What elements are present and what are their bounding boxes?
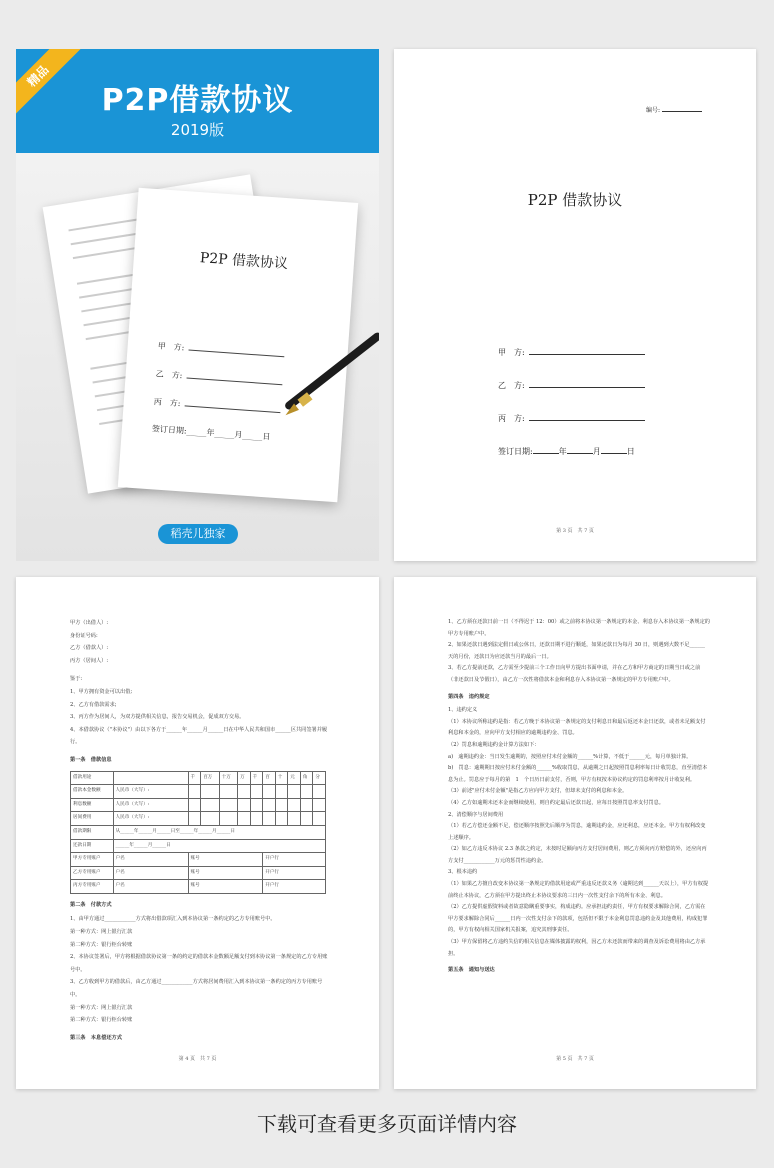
page-number: 第 5 页 共 7 页 xyxy=(556,1056,594,1062)
clause-line: 第一种方式：网上银行汇款 xyxy=(70,1004,133,1011)
clause-line: 3、根本违约 xyxy=(448,869,478,876)
table-row: 甲方专用账户 户名 账号 开户行 xyxy=(71,853,326,867)
point: 1、甲方拥有资金可以出借; xyxy=(70,688,133,695)
cover-year: 2019版 xyxy=(170,121,225,139)
front-paper-illustration xyxy=(118,188,358,503)
sign-date-row: 签订日期: 年 月 日 xyxy=(498,447,635,456)
clause-line: （4）乙方如逾期未还本金而继续使用，则自约定最后还款日起，应每日按照罚息率支付罚息。 xyxy=(448,799,664,806)
clause-line: （2）罚息和逾期违约金计算方法如下： xyxy=(448,741,540,748)
paper-title: P2P 借款协议 xyxy=(199,250,289,273)
clause-line: 2、如果还款日遇到法定假日或公休日，还款日期不进行顺延，如果还款日为每月 30 日，则遇到大数不足______天的月份，还款日为应还款当月的最后一日。 xyxy=(448,642,706,660)
clause-line: （3）前述"应付未付金额"是指乙方应向甲方支付，但却未支付的利息和本金。 xyxy=(448,788,628,795)
clause-line: 3、若乙方提前还款，乙方需至少提前三个工作日向甲方提出书面申请，并在乙方和甲方商定的日期当日或之前（非还款日及节假日），由乙方一次性将借款本金和利息存入本协议第一条规定的甲方专用账户中。 xyxy=(448,665,701,683)
clause-line: （1）若乙方偿还金额不足，偿还顺序按照先后顺序为罚息，逾期违约金，应还利息，应还本金。甲方有权利改变上述顺序。 xyxy=(448,823,706,841)
clause-line: b) 罚息：逾期期日按应付未付金额的______%收取罚息，从逾期之日起按照罚息利率每日计收罚息，直至清偿本息为止。罚息应于每月的第 1 个日历日前支付，否则，甲方有权按本协议约定的罚息利率按月计收复利。 xyxy=(448,765,708,783)
section-heading: 第一条 借款信息 xyxy=(70,756,112,763)
clause-line: 3、乙方收到甲方的借款后，由乙方通过____________方式将居间费用汇入到本协议第一条约定的丙方专用账号中。 xyxy=(70,979,323,999)
page-number: 第 4 页 共 7 页 xyxy=(178,1056,217,1062)
point: 4、本借款协议（"本协议"）由以下各方于______年______月______日在中华人民共和国市______区共同签署并履行。 xyxy=(70,726,328,746)
page-loan-info xyxy=(16,577,379,1089)
table-row: 居间费用 人民币（大写）: xyxy=(71,812,326,826)
clause-line: （1）如果乙方擅自改变本协议第一条规定的借款用途或严重违反还款义务（逾期达到______天以上），甲方有权提前终止本协议，乙方须在甲方提出终止本协议要求的三日内一次性支付余下的所有本金、利息。 xyxy=(448,881,709,899)
clause-line: （2）乙方提供虚假资料或者故意隐瞒重要事实，构成违约。应承担违约责任，甲方有权要求解除合同，乙方需在甲方要求解除合同后______日内一次性支付余下的款项，包括但不限于本金利息罚息违约金及其他费用，构成犯罪的，甲方有权向相关国家机关报案，追究其刑事责任。 xyxy=(448,904,708,934)
page-agreement-title xyxy=(394,49,756,561)
party-a-row: 甲 方: xyxy=(498,347,645,358)
doc-number: 编号: xyxy=(646,105,702,114)
paper-row-a: 甲 方: xyxy=(157,339,284,360)
party-c-row: 丙 方: xyxy=(498,413,645,424)
paper-row-c: 丙 方: xyxy=(153,395,280,416)
clause-line: 1、乙方须在还款日前一日（不得迟于 12：00）或之前将本协议第一条规定的本金、利息存入本协议第一条规定的甲方专用账户中。 xyxy=(448,619,710,637)
point: 3、丙方作为居间人，为双方提供相关信息，报告交易机会，促成双方交易。 xyxy=(70,714,245,721)
clause-line: 2、清偿顺序与居间费用 xyxy=(448,811,504,818)
table-row: 借款用途 千 百万 十万 万 千 百 十 元 角 分 xyxy=(71,771,326,785)
premium-ribbon: 精品 xyxy=(16,49,88,126)
clause-line: （3）甲方保留将乙方违约失信的相关信息在媒体披露的权利，因乙方未还款而带来的调查及诉讼费用将由乙方承担。 xyxy=(448,939,706,957)
table-row: 乙方专用账户 户名 账号 开户行 xyxy=(71,866,326,880)
clause-line: （2）如乙方违反本协议 2.3 条款之约定，未按时足额向丙方支付居间费用，则乙方须向丙方赔偿的外，还应向丙方支付____________万元的惩罚性违约金。 xyxy=(448,846,707,864)
table-row: 丙方专用账户 户名 账号 开户行 xyxy=(71,880,326,894)
point: 2、乙方有借款需求; xyxy=(70,701,117,708)
intro: 鉴于: xyxy=(70,676,83,683)
page4-body xyxy=(70,617,332,1046)
line-id: 身份证号码: xyxy=(70,632,98,639)
table-row: 利息数额 人民币（大写）: xyxy=(71,798,326,812)
section-heading: 第四条 违约规定 xyxy=(448,693,490,700)
clause-line: 1、由甲方通过____________方式将出借款项汇入到本协议第一条约定的乙方专用账号中。 xyxy=(70,916,276,923)
exclusive-badge[interactable]: 稻壳儿独家 xyxy=(158,524,238,544)
clause-line: 1、违约定义 xyxy=(448,707,478,714)
line-lender: 甲方（出借人）: xyxy=(70,620,109,626)
line-borrower: 乙方（借款人）: xyxy=(70,645,109,652)
clause-line: 第一种方式：网上银行汇款 xyxy=(70,929,133,936)
party-b-row: 乙 方: xyxy=(498,380,645,391)
clause-line: 2、本协议签署后，甲方将根据借款协议第一条的约定的借款本金数额足额支付到本协议第一条规定的乙方专用账号中。 xyxy=(70,954,328,973)
page-number: 第 3 页 共 7 页 xyxy=(556,528,594,534)
loan-info-table xyxy=(70,771,326,894)
cover-page xyxy=(16,49,379,561)
agreement-title: P2P 借款协议 xyxy=(527,191,623,209)
clause-line: （1）本协议所称违约是指：若乙方晚于本协议第一条规定的支付利息日和最后返还本金日还款，或者未足额支付利息和本金的，应向甲方支付相应的逾期违约金、罚息。 xyxy=(448,718,706,737)
paper-row-b: 乙 方: xyxy=(155,367,282,388)
clause-line: a) 逾期违约金：当日发生逾期的，按照应付未付金额的______%计算，不低于______元，每月单独计算。 xyxy=(448,753,692,760)
page-default-terms xyxy=(394,577,756,1089)
line-broker: 丙方（居间人）: xyxy=(70,657,109,664)
section-heading: 第五条 通知与送达 xyxy=(448,967,495,974)
clause-line: 第二种方式：银行柜台转账 xyxy=(70,941,133,948)
clause-line: 第二种方式：银行柜台转账 xyxy=(70,1017,133,1024)
page5-body xyxy=(448,617,710,979)
download-caption[interactable]: 下载可查看更多页面详情内容 xyxy=(257,1112,517,1136)
cover-title: P2P借款协议 xyxy=(101,83,294,118)
table-row: 还款日期 ______年______月______日 xyxy=(71,839,326,853)
section-heading: 第二条 付款方式 xyxy=(70,901,112,908)
section-heading: 第三条 本息偿还方式 xyxy=(70,1034,122,1041)
table-row: 借款期限 从______年______月______日至______年______月______日 xyxy=(71,825,326,839)
table-row: 借款本金数额 人民币（大写）: xyxy=(71,785,326,799)
paper-row-date: 签订日期:_____年_____月_____日 xyxy=(151,424,271,442)
